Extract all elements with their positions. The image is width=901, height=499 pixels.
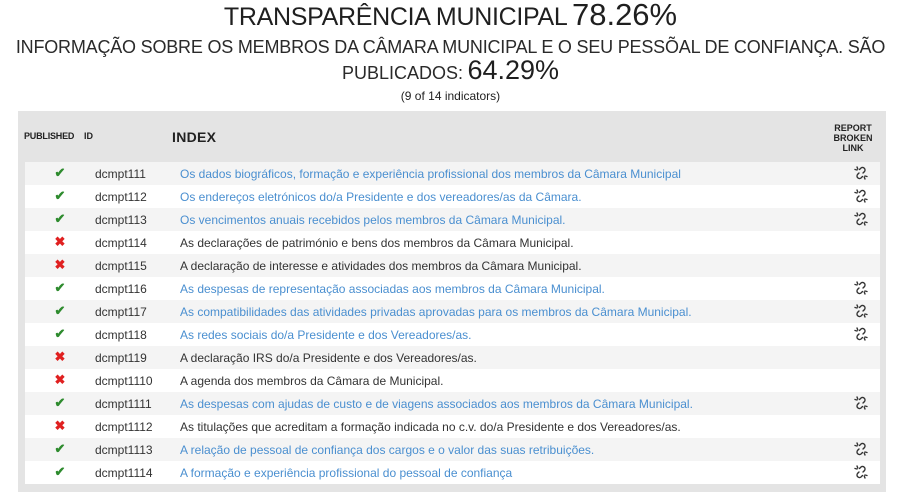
table-row-dcmpt1111 xyxy=(25,392,880,415)
cross-icon: ✖ xyxy=(54,349,66,364)
section-subtitle-published-label: PUBLICADOS: xyxy=(341,63,463,83)
column-header-report-line3: LINK xyxy=(842,143,864,153)
indicator-text: A agenda dos membros da Câmara de Municipal. xyxy=(180,374,444,388)
indicator-link[interactable]: Os vencimentos anuais recebidos pelos membros da Câmara Municipal. xyxy=(180,213,566,227)
indicator-id: dcmpt1112 xyxy=(95,420,153,434)
indicators-table xyxy=(18,111,886,492)
check-icon: ✔ xyxy=(54,441,66,456)
broken-link-icon[interactable] xyxy=(853,464,869,480)
broken-link-icon[interactable] xyxy=(853,441,869,457)
column-header-id: ID xyxy=(84,131,93,141)
broken-link-icon[interactable] xyxy=(853,165,869,181)
broken-link-icon[interactable] xyxy=(853,211,869,227)
indicator-id: dcmpt1111 xyxy=(95,397,152,411)
broken-link-icon[interactable] xyxy=(853,395,869,411)
indicator-id: dcmpt113 xyxy=(95,213,147,227)
broken-link-icon[interactable] xyxy=(853,280,869,296)
table-row-dcmpt112 xyxy=(25,185,880,208)
table-row-dcmpt1110 xyxy=(25,369,880,392)
table-row-dcmpt119 xyxy=(25,346,880,369)
section-subtitle-continued xyxy=(0,55,901,86)
indicator-id: dcmpt111 xyxy=(95,167,146,181)
table-row-dcmpt116 xyxy=(25,277,880,300)
cross-icon: ✖ xyxy=(54,257,66,272)
cross-icon: ✖ xyxy=(54,372,66,387)
indicator-id: dcmpt114 xyxy=(95,236,147,250)
table-row-dcmpt1113 xyxy=(25,438,880,461)
page-title xyxy=(0,0,901,33)
indicator-id: dcmpt1114 xyxy=(95,466,153,480)
table-row-dcmpt114 xyxy=(25,231,880,254)
indicator-count: (9 of 14 indicators) xyxy=(400,89,501,103)
page-title-percentage: 78.26% xyxy=(571,0,678,32)
column-header-report-line2: BROKEN xyxy=(833,133,873,143)
column-header-index: INDEX xyxy=(172,129,217,145)
indicator-id: dcmpt112 xyxy=(95,190,147,204)
indicator-text: As declarações de património e bens dos membros da Câmara Municipal. xyxy=(180,236,574,250)
indicator-id: dcmpt119 xyxy=(95,351,147,365)
indicator-text: A declaração de interesse e atividades dos membros da Câmara Municipal. xyxy=(180,259,582,273)
indicator-link[interactable]: As redes sociais do/a Presidente e dos Vereadores/as. xyxy=(180,328,472,342)
table-row-dcmpt1114 xyxy=(25,461,880,484)
check-icon: ✔ xyxy=(54,165,66,180)
check-icon: ✔ xyxy=(54,395,66,410)
indicator-link[interactable]: A relação de pessoal de confiança dos cargos e o valor das suas retribuições. xyxy=(180,443,595,457)
table-row-dcmpt118 xyxy=(25,323,880,346)
indicator-id: dcmpt116 xyxy=(95,282,147,296)
table-body xyxy=(25,162,880,484)
cross-icon: ✖ xyxy=(54,418,66,433)
check-icon: ✔ xyxy=(54,464,66,479)
table-row-dcmpt115 xyxy=(25,254,880,277)
check-icon: ✔ xyxy=(54,188,66,203)
indicator-link[interactable]: As compatibilidades das atividades privadas aprovadas para os membros da Câmara Municipal. xyxy=(180,305,692,319)
column-header-report-line1: REPORT xyxy=(834,123,872,133)
column-header-published: PUBLISHED xyxy=(24,131,75,141)
table-row-dcmpt117 xyxy=(25,300,880,323)
check-icon: ✔ xyxy=(54,280,66,295)
indicator-link[interactable]: Os dados biográficos, formação e experiência profissional dos membros da Câmara Municipal xyxy=(180,167,681,181)
page-title-text: TRANSPARÊNCIA MUNICIPAL xyxy=(223,3,568,31)
broken-link-icon[interactable] xyxy=(853,303,869,319)
indicator-id: dcmpt118 xyxy=(95,328,147,342)
broken-link-icon[interactable] xyxy=(853,188,869,204)
table-row-dcmpt1112 xyxy=(25,415,880,438)
table-row-dcmpt111 xyxy=(25,162,880,185)
column-header-report-broken-link xyxy=(828,123,878,153)
indicator-link[interactable]: As despesas de representação associadas aos membros da Câmara Municipal. xyxy=(180,282,605,296)
check-icon: ✔ xyxy=(54,211,66,226)
cross-icon: ✖ xyxy=(54,234,66,249)
indicator-text: As titulações que acreditam a formação indicada no c.v. do/a Presidente e dos Vereadores/as. xyxy=(180,420,681,434)
check-icon: ✔ xyxy=(54,326,66,341)
indicator-link[interactable]: A formação e experiência profissional do pessoal de confiança xyxy=(180,466,513,480)
indicator-id: dcmpt117 xyxy=(95,305,147,319)
indicator-link[interactable]: Os endereços eletrónicos do/a Presidente e dos vereadores/as da Câmara. xyxy=(180,190,582,204)
table-row-dcmpt113 xyxy=(25,208,880,231)
indicator-id: dcmpt115 xyxy=(95,259,147,273)
broken-link-icon[interactable] xyxy=(853,326,869,342)
section-subtitle: INFORMAÇÃO SOBRE OS MEMBROS DA CÂMARA MUNICIPAL E O SEU PESSÕAL DE CONFIANÇA. SÃO xyxy=(15,37,886,57)
indicator-text: A declaração IRS do/a Presidente e dos Vereadores/as. xyxy=(180,351,477,365)
section-percentage: 64.29% xyxy=(467,55,560,85)
check-icon: ✔ xyxy=(54,303,66,318)
indicator-id: dcmpt1113 xyxy=(95,443,153,457)
indicator-id: dcmpt1110 xyxy=(95,374,153,388)
indicator-link[interactable]: As despesas com ajudas de custo e de viagens associados aos membros da Câmara Municipal. xyxy=(180,397,693,411)
